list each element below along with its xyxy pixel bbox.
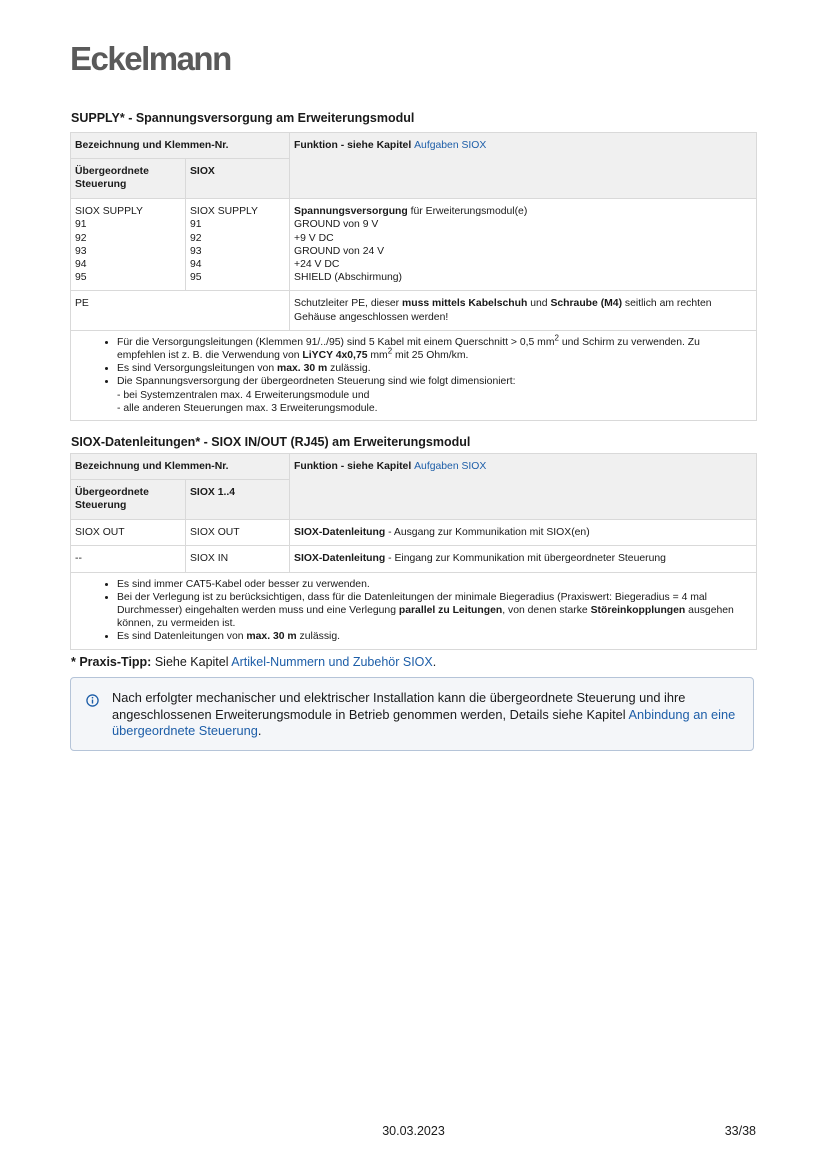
link-aufgaben-siox[interactable]: Aufgaben SIOX [414,461,487,472]
notes-row [71,330,757,420]
section-title-datenleitungen: SIOX-Datenleitungen* - SIOX IN/OUT (RJ45) am Erweiterungsmodul [71,435,471,449]
subheader-siox: SIOX 1..4 [186,480,290,520]
table-row-pe [71,291,757,330]
siox-data-table [70,453,757,650]
link-artikel-nummern[interactable]: Artikel-Nummern und Zubehör SIOX [231,655,433,669]
header-funktion: Funktion - siehe Kapitel Aufgaben SIOX [290,454,757,520]
table-row [71,520,757,546]
info-icon [86,694,99,707]
subheader-uebergeordnete: Übergeordnete Steuerung [71,159,186,199]
list-item: • Es sind immer CAT5-Kabel oder besser zu verwenden. [117,578,748,591]
cell: SIOX-Datenleitung - Ausgang zur Kommunikation mit SIOX(en) [290,520,757,546]
subheader-siox: SIOX [186,159,290,199]
list-item: • Es sind Datenleitungen von max. 30 m zulässig. [117,630,748,643]
terminal-list-siox: SIOX SUPPLY 91 92 93 94 95 [186,199,290,291]
cell: SIOX IN [186,546,290,572]
link-aufgaben-siox[interactable]: Aufgaben SIOX [414,140,487,151]
table-header-row [71,133,757,159]
subheader-uebergeordnete: Übergeordnete Steuerung [71,480,186,520]
supply-notes [71,330,757,420]
list-item: • Die Spannungsversorgung der übergeordneten Steuerung sind wie folgt dimensioniert: - bei Systemzentralen max. 4 Erweiterungsmodule und - alle anderen Steuerungen max. 3 Erweiterungsmodule. [117,375,748,415]
list-item: • Es sind Versorgungsleitungen von max. 30 m zulässig. [117,362,748,375]
cell: SIOX OUT [186,520,290,546]
pe-label: PE [71,291,290,330]
notes-row [71,572,757,649]
footer-date: 30.03.2023 [382,1124,445,1138]
header-funktion: Funktion - siehe Kapitel Aufgaben SIOX [290,133,757,199]
cell: SIOX-Datenleitung - Eingang zur Kommunikation mit übergeordneter Steuerung [290,546,757,572]
header-bezeichnung: Bezeichnung und Klemmen-Nr. [71,454,290,480]
pe-description: Schutzleiter PE, dieser muss mittels Kabelschuh und Schraube (M4) seitlich am rechten Gehäuse angeschlossen werden! [290,291,757,330]
table-row [71,199,757,291]
supply-table [70,132,757,421]
cell: SIOX OUT [71,520,186,546]
list-item: • Bei der Verlegung ist zu berücksichtigen, dass für die Datenleitungen der minimale Biegeradius (Praxiswert: Biegeradius = 4 mal Durchmesser) eingehalten werden muss und eine Verlegung parallel zu Leitungen, von denen starke Störeinkopplungen ausgehen können, zu vermeiden ist. [117,591,748,631]
section-title-supply: SUPPLY* - Spannungsversorgung am Erweiterungsmodul [71,111,415,125]
data-notes [71,572,757,649]
praxis-tipp: * Praxis-Tipp: Siehe Kapitel Artikel-Nummern und Zubehör SIOX. [71,655,437,669]
company-logo: Eckelmann [70,40,231,77]
list-item: • Für die Versorgungsleitungen (Klemmen 91/../95) sind 5 Kabel mit einem Querschnitt > 0,5 $mm^2$ und Schirm zu verwenden. Zu empfehlen ist z. B. die Verwendung von LiYCY 4x0,75 $mm^2$ mit 25 Ohm/km. [117,336,748,362]
info-text: Nach erfolgter mechanischer und elektrischer Installation kann die übergeordnete Steuerung und ihre angeschlossenen Erweiterungsmodule in Betrieb genommen werden, Details siehe Kapitel Anbindung an eine übergeordnete Steuerung. [112,690,736,738]
info-box [70,677,754,751]
table-row [71,546,757,572]
header-bezeichnung: Bezeichnung und Klemmen-Nr. [71,133,290,159]
terminal-list-uebergeordnete: SIOX SUPPLY 91 92 93 94 95 [71,199,186,291]
page-number: 33/38 [724,1124,756,1138]
function-list: Spannungsversorgung für Erweiterungsmodul(e) GROUND von 9 V +9 V DC GROUND von 24 V +24 V DC SHIELD (Abschirmung) [290,199,757,291]
link-anbindung[interactable]: Anbindung an eine übergeordnete Steuerung [112,706,736,738]
table-header-row [71,454,757,480]
cell: -- [71,546,186,572]
